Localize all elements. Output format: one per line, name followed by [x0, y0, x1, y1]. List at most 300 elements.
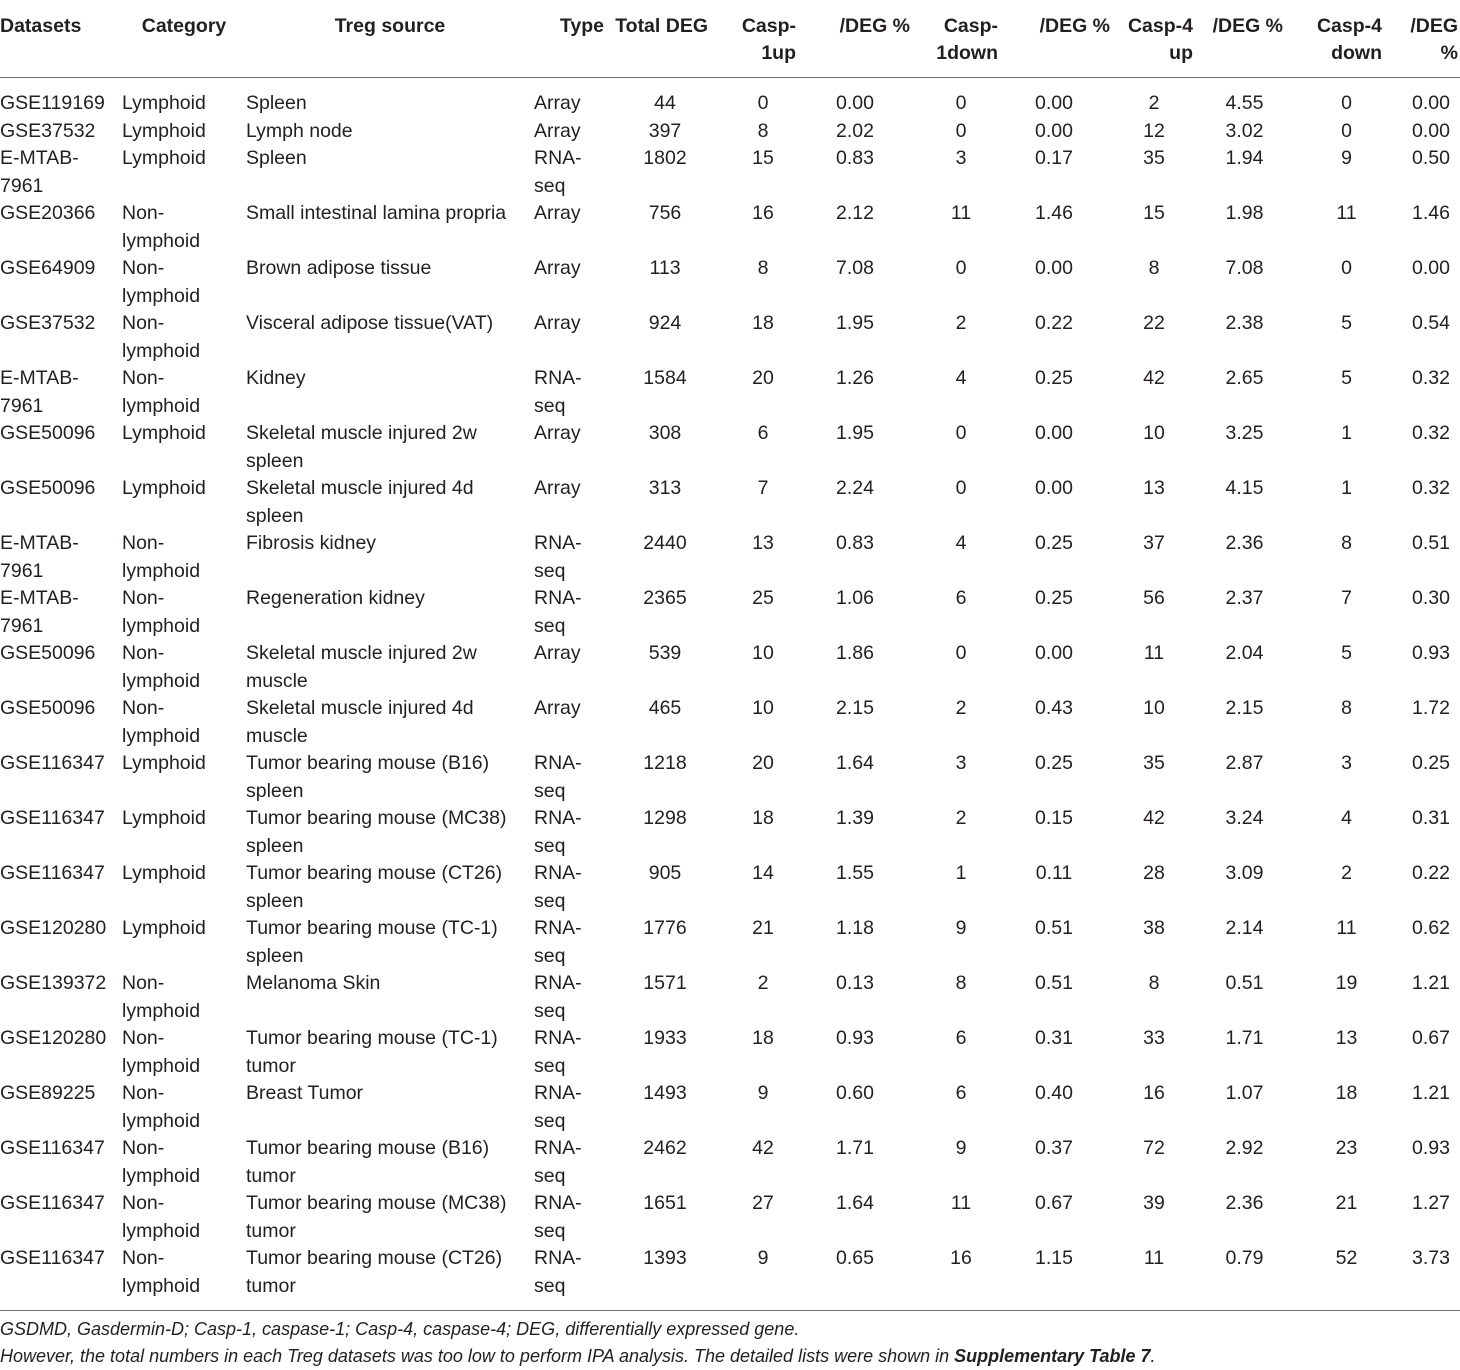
cell-type: RNA- seq — [534, 1247, 582, 1297]
cell-type: RNA- seq — [534, 1192, 582, 1242]
cell-casp1-up: 25 — [752, 587, 774, 609]
cell-casp4-down: 18 — [1335, 1082, 1358, 1104]
cell-type: Array — [534, 92, 581, 114]
cell-treg-source: Regeneration kidney — [246, 587, 425, 609]
cell-type: Array — [534, 257, 581, 279]
cell-total-deg: 1298 — [643, 807, 687, 829]
cell-treg-source: Tumor bearing mouse (MC38) spleen — [246, 807, 507, 857]
cell-casp1-up: 21 — [752, 917, 774, 939]
cell-casp4-up-pct: 3.09 — [1225, 862, 1264, 884]
table-row — [0, 310, 1460, 365]
cell-type: RNA- seq — [534, 367, 582, 417]
cell-casp4-up-pct: 1.07 — [1225, 1082, 1264, 1104]
table-row — [0, 640, 1460, 695]
table-row — [0, 1245, 1460, 1311]
cell-casp4-down: 5 — [1341, 367, 1352, 389]
cell-casp4-up: 28 — [1143, 862, 1165, 884]
cell-casp4-down-pct: 0.00 — [1412, 92, 1450, 114]
cell-dataset: GSE116347 — [0, 807, 105, 829]
table-row — [0, 530, 1460, 585]
cell-treg-source: Visceral adipose tissue(VAT) — [246, 312, 494, 334]
cell-casp1-down: 4 — [955, 367, 967, 389]
table-row — [0, 1080, 1460, 1135]
cell-type: RNA- seq — [534, 532, 582, 582]
cell-casp4-down-pct: 0.67 — [1412, 1027, 1450, 1049]
table-row — [0, 475, 1460, 530]
cell-casp1-up-pct: 1.95 — [836, 422, 874, 444]
cell-casp1-up-pct: 0.60 — [836, 1082, 874, 1104]
cell-treg-source: Skeletal muscle injured 4d muscle — [246, 697, 474, 747]
cell-category: Lymphoid — [122, 917, 206, 939]
cell-casp1-down: 16 — [950, 1247, 972, 1269]
cell-type: RNA- seq — [534, 972, 582, 1022]
table-row — [0, 750, 1460, 805]
cell-casp4-up: 35 — [1143, 752, 1165, 774]
cell-dataset: GSE116347 — [0, 862, 105, 884]
cell-casp4-down-pct: 0.30 — [1412, 587, 1450, 609]
cell-casp1-down: 9 — [955, 1137, 967, 1159]
cell-casp4-down: 7 — [1341, 587, 1352, 609]
cell-total-deg: 1218 — [643, 752, 687, 774]
cell-category: Non- lymphoid — [122, 257, 201, 307]
cell-casp4-up-pct: 2.36 — [1225, 532, 1264, 554]
cell-casp1-up-pct: 1.18 — [836, 917, 874, 939]
cell-casp1-up: 20 — [752, 367, 774, 389]
cell-treg-source: Skeletal muscle injured 2w muscle — [246, 642, 477, 692]
cell-casp1-up-pct: 0.83 — [836, 147, 874, 169]
cell-type: RNA- seq — [534, 147, 582, 197]
cell-treg-source: Tumor bearing mouse (TC-1) spleen — [246, 917, 498, 967]
cell-casp4-down: 0 — [1341, 257, 1352, 279]
cell-casp4-up: 8 — [1148, 257, 1160, 279]
cell-casp1-up-pct: 1.26 — [836, 367, 874, 389]
cell-total-deg: 924 — [648, 312, 682, 334]
cell-casp4-up-pct: 4.55 — [1225, 92, 1264, 114]
cell-casp4-down: 11 — [1336, 917, 1357, 939]
cell-casp1-up-pct: 7.08 — [836, 257, 874, 279]
cell-casp1-up-pct: 1.86 — [836, 642, 874, 664]
cell-casp4-up: 39 — [1143, 1192, 1165, 1214]
cell-category: Non- lymphoid — [122, 202, 201, 252]
cell-total-deg: 1393 — [643, 1247, 687, 1269]
cell-dataset: GSE50096 — [0, 422, 96, 444]
cell-casp4-down: 0 — [1341, 119, 1352, 142]
cell-casp1-up: 2 — [757, 972, 769, 994]
cell-casp4-up-pct: 2.92 — [1225, 1137, 1264, 1159]
cell-category: Lymphoid — [122, 477, 206, 499]
cell-category: Lymphoid — [122, 147, 206, 169]
cell-casp4-down: 2 — [1341, 862, 1352, 884]
cell-total-deg: 308 — [648, 422, 682, 444]
cell-category: Non- lymphoid — [122, 1027, 201, 1077]
table-row — [0, 860, 1460, 915]
cell-casp1-down: 3 — [955, 752, 967, 774]
cell-casp4-down-pct: 0.32 — [1412, 367, 1450, 389]
cell-total-deg: 465 — [648, 697, 682, 719]
cell-casp1-up-pct: 1.71 — [836, 1137, 874, 1159]
cell-casp4-up: 56 — [1143, 587, 1165, 609]
cell-casp1-down: 6 — [955, 1082, 967, 1104]
cell-casp4-up: 10 — [1143, 422, 1165, 444]
cell-casp1-down-pct: 0.25 — [1035, 367, 1073, 389]
cell-casp1-up-pct: 1.39 — [836, 807, 874, 829]
cell-casp4-down: 52 — [1335, 1247, 1358, 1269]
table-body — [0, 78, 1460, 1311]
cell-casp1-up-pct: 0.13 — [836, 972, 874, 994]
cell-treg-source: Kidney — [246, 367, 306, 389]
cell-casp4-up-pct: 3.25 — [1225, 422, 1264, 444]
cell-casp1-down-pct: 0.17 — [1035, 147, 1073, 169]
cell-total-deg: 397 — [648, 119, 682, 142]
cell-total-deg: 2440 — [643, 532, 687, 554]
cell-casp1-up-pct: 2.24 — [836, 477, 874, 499]
cell-casp4-down: 11 — [1336, 202, 1357, 224]
cell-total-deg: 313 — [648, 477, 682, 499]
cell-casp4-down-pct: 1.27 — [1412, 1192, 1450, 1214]
cell-casp4-up: 33 — [1143, 1027, 1165, 1049]
cell-casp1-down: 8 — [955, 972, 967, 994]
cell-casp4-up: 11 — [1143, 642, 1165, 664]
cell-dataset: E-MTAB- 7961 — [0, 147, 79, 197]
cell-casp1-up: 13 — [752, 532, 774, 554]
cell-casp1-up-pct: 1.64 — [836, 752, 874, 774]
cell-casp4-up-pct: 0.79 — [1225, 1247, 1264, 1269]
cell-casp4-up-pct: 2.65 — [1225, 367, 1264, 389]
header-datasets: Datasets — [0, 15, 82, 37]
cell-casp4-up: 35 — [1143, 147, 1165, 169]
table-row — [0, 200, 1460, 255]
cell-type: RNA- seq — [534, 587, 582, 637]
cell-type: Array — [534, 202, 581, 224]
cell-category: Lymphoid — [122, 422, 206, 444]
cell-casp1-up: 14 — [752, 862, 774, 884]
cell-dataset: E-MTAB- 7961 — [0, 532, 79, 582]
cell-treg-source: Fibrosis kidney — [246, 532, 377, 554]
cell-casp1-down-pct: 0.11 — [1035, 862, 1073, 884]
cell-casp4-down-pct: 3.73 — [1412, 1247, 1450, 1269]
cell-casp1-up-pct: 0.93 — [836, 1027, 874, 1049]
cell-casp4-down: 1 — [1341, 477, 1352, 499]
cell-category: Non- lymphoid — [122, 1137, 201, 1187]
cell-casp1-down-pct: 0.43 — [1035, 697, 1073, 719]
header-type: Type — [559, 15, 604, 37]
table-row — [0, 1135, 1460, 1190]
cell-casp1-up: 10 — [752, 697, 774, 719]
cell-casp1-up: 9 — [757, 1247, 769, 1269]
cell-dataset: GSE50096 — [0, 697, 96, 719]
cell-casp4-up: 15 — [1143, 202, 1165, 224]
cell-category: Lymphoid — [122, 119, 206, 142]
cell-category: Non- lymphoid — [122, 532, 201, 582]
cell-category: Lymphoid — [122, 92, 206, 114]
cell-type: Array — [534, 312, 581, 334]
header-casp1-down: Casp-1down — [936, 15, 998, 64]
cell-dataset: GSE116347 — [0, 1247, 105, 1269]
cell-total-deg: 1584 — [643, 367, 687, 389]
cell-type: Array — [534, 422, 581, 444]
header-casp4-down-pct: /DEG % — [1410, 15, 1458, 64]
cell-casp4-down-pct: 0.32 — [1412, 477, 1450, 499]
cell-casp4-up: 13 — [1143, 477, 1165, 499]
cell-casp4-up-pct: 2.14 — [1225, 917, 1264, 939]
ipa-note-end: . — [1150, 1346, 1156, 1366]
cell-category: Non- lymphoid — [122, 642, 201, 692]
cell-casp1-up: 18 — [752, 1027, 774, 1049]
cell-treg-source: Tumor bearing mouse (CT26) tumor — [246, 1247, 503, 1297]
table-row — [0, 145, 1460, 200]
supplementary-table-link: Supplementary Table 7 — [954, 1346, 1151, 1366]
cell-category: Non- lymphoid — [122, 312, 201, 362]
table-row — [0, 585, 1460, 640]
cell-casp1-down-pct: 0.25 — [1035, 532, 1073, 554]
cell-total-deg: 539 — [648, 642, 682, 664]
cell-casp4-up: 72 — [1143, 1137, 1165, 1159]
cell-casp1-up-pct: 2.02 — [836, 119, 874, 142]
header-row — [0, 0, 1460, 78]
cell-casp1-up: 15 — [752, 147, 774, 169]
cell-total-deg: 113 — [649, 257, 681, 279]
cell-treg-source: Skeletal muscle injured 2w spleen — [246, 422, 477, 472]
cell-treg-source: Tumor bearing mouse (B16) spleen — [246, 752, 490, 802]
cell-casp1-down-pct: 0.25 — [1035, 752, 1073, 774]
cell-casp4-down-pct: 1.21 — [1412, 972, 1450, 994]
cell-casp4-up-pct: 3.24 — [1225, 807, 1264, 829]
cell-dataset: GSE89225 — [0, 1082, 96, 1104]
cell-casp4-down-pct: 1.72 — [1412, 697, 1450, 719]
cell-treg-source: Tumor bearing mouse (MC38) tumor — [246, 1192, 507, 1242]
cell-dataset: GSE139372 — [0, 972, 107, 994]
cell-casp4-up: 42 — [1143, 807, 1165, 829]
cell-casp1-down: 0 — [955, 92, 967, 114]
header-treg-source: Treg source — [334, 15, 446, 37]
cell-casp1-up: 7 — [757, 477, 769, 499]
abbreviations-note: GSDMD, Gasdermin-D; Casp-1, caspase-1; Casp-4, caspase-4; DEG, differentially expressed gene. — [0, 1319, 800, 1339]
cell-dataset: GSE50096 — [0, 642, 96, 664]
cell-casp1-down: 0 — [955, 642, 967, 664]
cell-casp1-down: 6 — [955, 587, 967, 609]
cell-casp1-up-pct: 0.65 — [836, 1247, 874, 1269]
cell-casp1-up: 18 — [752, 312, 774, 334]
cell-casp1-down: 9 — [955, 917, 967, 939]
cell-casp1-up-pct: 1.06 — [836, 587, 874, 609]
cell-category: Non- lymphoid — [122, 1247, 201, 1297]
cell-casp1-down-pct: 0.25 — [1035, 587, 1073, 609]
cell-casp1-down-pct: 1.46 — [1035, 202, 1073, 224]
cell-casp4-down: 1 — [1341, 422, 1352, 444]
cell-casp1-down-pct: 0.40 — [1035, 1082, 1073, 1104]
header-casp1-down-pct: /DEG % — [1039, 15, 1110, 37]
cell-casp4-down-pct: 0.93 — [1412, 642, 1450, 664]
cell-casp1-down-pct: 0.00 — [1035, 92, 1073, 114]
cell-category: Non- lymphoid — [122, 587, 201, 637]
cell-treg-source: Lymph node — [246, 119, 353, 142]
cell-casp4-down: 5 — [1341, 312, 1352, 334]
cell-casp1-down: 2 — [955, 807, 967, 829]
cell-casp4-up-pct: 7.08 — [1225, 257, 1264, 279]
cell-dataset: GSE120280 — [0, 1027, 107, 1049]
cell-casp4-down-pct: 0.54 — [1412, 312, 1450, 334]
cell-casp4-up-pct: 1.94 — [1225, 147, 1264, 169]
cell-type: Array — [534, 477, 581, 499]
header-casp1-up: Casp-1up — [741, 15, 796, 64]
cell-treg-source: Melanoma Skin — [246, 972, 381, 994]
cell-type: RNA- seq — [534, 917, 582, 967]
cell-casp1-down: 3 — [955, 147, 967, 169]
ipa-note-text: However, the total numbers in each Treg datasets was too low to perform IPA analysis. The detailed lists were shown in — [0, 1346, 955, 1366]
header-total-deg: Total DEG — [615, 15, 708, 37]
cell-dataset: GSE119169 — [0, 92, 105, 114]
table-footnotes — [0, 1316, 1460, 1370]
cell-casp4-up-pct: 0.51 — [1225, 972, 1264, 994]
cell-category: Lymphoid — [122, 807, 206, 829]
cell-casp4-up-pct: 2.37 — [1225, 587, 1264, 609]
cell-casp1-up: 0 — [757, 92, 769, 114]
cell-category: Non- lymphoid — [122, 697, 201, 747]
cell-treg-source: Spleen — [246, 147, 307, 169]
cell-treg-source: Tumor bearing mouse (CT26) spleen — [246, 862, 503, 912]
cell-treg-source: Brown adipose tissue — [246, 257, 432, 279]
table-row — [0, 255, 1460, 310]
table-row — [0, 420, 1460, 475]
cell-casp1-up: 27 — [752, 1192, 774, 1214]
cell-casp1-down: 0 — [955, 477, 967, 499]
cell-category: Non- lymphoid — [122, 1192, 201, 1242]
cell-type: RNA- seq — [534, 1137, 582, 1187]
cell-casp4-down-pct: 0.50 — [1412, 147, 1450, 169]
cell-casp1-up-pct: 1.55 — [836, 862, 874, 884]
cell-casp4-down: 19 — [1335, 972, 1358, 994]
cell-casp1-down-pct: 0.00 — [1035, 642, 1073, 664]
cell-casp1-up: 18 — [752, 807, 774, 829]
cell-total-deg: 2462 — [643, 1137, 687, 1159]
table-row — [0, 805, 1460, 860]
cell-total-deg: 2365 — [643, 587, 687, 609]
cell-casp4-down: 4 — [1341, 807, 1352, 829]
cell-type: RNA- seq — [534, 862, 582, 912]
cell-casp1-down-pct: 0.37 — [1035, 1137, 1073, 1159]
cell-dataset: GSE20366 — [0, 202, 96, 224]
cell-casp1-up: 6 — [757, 422, 769, 444]
cell-dataset: GSE37532 — [0, 312, 96, 334]
cell-dataset: E-MTAB- 7961 — [0, 367, 79, 417]
cell-casp4-down: 21 — [1335, 1192, 1358, 1214]
cell-casp1-up: 8 — [757, 257, 769, 279]
cell-casp1-up-pct: 1.95 — [836, 312, 874, 334]
cell-casp1-down: 0 — [955, 119, 967, 142]
cell-casp1-down: 11 — [950, 1192, 972, 1214]
cell-casp1-up: 16 — [752, 202, 774, 224]
cell-casp4-up-pct: 3.02 — [1225, 119, 1264, 142]
cell-casp1-down-pct: 0.00 — [1035, 119, 1073, 142]
cell-total-deg: 1802 — [643, 147, 687, 169]
cell-dataset: GSE37532 — [0, 119, 96, 142]
cell-casp4-up: 12 — [1143, 119, 1165, 142]
table-row — [0, 915, 1460, 970]
cell-casp4-down: 23 — [1335, 1137, 1358, 1159]
cell-casp4-up: 2 — [1148, 92, 1160, 114]
cell-type: Array — [534, 119, 581, 142]
cell-casp4-up: 38 — [1143, 917, 1165, 939]
cell-treg-source: Breast Tumor — [246, 1082, 364, 1104]
header-casp4-down: Casp-4 down — [1316, 15, 1382, 64]
cell-casp4-up: 10 — [1143, 697, 1165, 719]
cell-casp4-up-pct: 2.87 — [1225, 752, 1264, 774]
cell-casp4-up: 11 — [1143, 1247, 1165, 1269]
cell-casp4-up-pct: 1.71 — [1225, 1027, 1264, 1049]
header-casp4-up-pct: /DEG % — [1212, 15, 1283, 37]
cell-casp4-down-pct: 0.32 — [1412, 422, 1450, 444]
cell-casp4-up: 8 — [1148, 972, 1160, 994]
cell-total-deg: 756 — [648, 202, 682, 224]
cell-casp4-down: 0 — [1341, 92, 1352, 114]
cell-casp4-down-pct: 0.00 — [1412, 257, 1450, 279]
cell-casp1-up: 9 — [757, 1082, 769, 1104]
cell-total-deg: 1776 — [643, 917, 687, 939]
cell-dataset: E-MTAB- 7961 — [0, 587, 79, 637]
cell-total-deg: 1571 — [643, 972, 687, 994]
cell-casp4-down-pct: 1.21 — [1412, 1082, 1450, 1104]
cell-casp1-down-pct: 1.15 — [1035, 1247, 1073, 1269]
cell-casp4-up-pct: 2.15 — [1225, 697, 1264, 719]
cell-casp4-up-pct: 1.98 — [1225, 202, 1264, 224]
cell-casp1-up-pct: 0.00 — [836, 92, 874, 114]
cell-treg-source: Skeletal muscle injured 4d spleen — [246, 477, 474, 527]
header-category: Category — [141, 15, 227, 37]
cell-category: Lymphoid — [122, 752, 206, 774]
cell-casp4-down: 9 — [1341, 147, 1352, 169]
cell-treg-source: Tumor bearing mouse (B16) tumor — [246, 1137, 490, 1187]
cell-casp4-up: 22 — [1143, 312, 1165, 334]
cell-casp1-down: 1 — [955, 862, 967, 884]
cell-casp4-up-pct: 4.15 — [1225, 477, 1264, 499]
cell-dataset: GSE50096 — [0, 477, 96, 499]
cell-treg-source: Tumor bearing mouse (TC-1) tumor — [246, 1027, 498, 1077]
cell-dataset: GSE116347 — [0, 1137, 105, 1159]
cell-category: Non- lymphoid — [122, 972, 201, 1022]
cell-casp1-down-pct: 0.00 — [1035, 257, 1073, 279]
cell-category: Non- lymphoid — [122, 1082, 201, 1132]
cell-casp1-up-pct: 0.83 — [836, 532, 874, 554]
cell-casp1-down-pct: 0.31 — [1035, 1027, 1073, 1049]
cell-type: RNA- seq — [534, 1082, 582, 1132]
cell-casp1-down: 2 — [955, 697, 967, 719]
cell-category: Lymphoid — [122, 862, 206, 884]
table-row — [0, 695, 1460, 750]
cell-casp1-up: 20 — [752, 752, 774, 774]
cell-casp1-down-pct: 0.15 — [1035, 807, 1073, 829]
cell-casp4-up-pct: 2.38 — [1225, 312, 1264, 334]
cell-casp4-up: 16 — [1143, 1082, 1165, 1104]
cell-casp4-up-pct: 2.36 — [1225, 1192, 1264, 1214]
cell-casp1-up-pct: 2.12 — [836, 202, 874, 224]
table-row — [0, 118, 1460, 146]
cell-casp1-down: 4 — [955, 532, 967, 554]
cell-type: RNA- seq — [534, 752, 582, 802]
cell-type: RNA- seq — [534, 807, 582, 857]
cell-casp1-up: 42 — [752, 1137, 774, 1159]
cell-casp4-down-pct: 1.46 — [1412, 202, 1450, 224]
cell-casp1-down: 11 — [950, 202, 972, 224]
cell-casp1-down: 6 — [955, 1027, 967, 1049]
cell-type: Array — [534, 697, 581, 719]
cell-casp4-down-pct: 0.25 — [1412, 752, 1450, 774]
cell-casp4-down: 8 — [1341, 697, 1352, 719]
cell-casp4-down-pct: 0.00 — [1412, 119, 1450, 142]
cell-type: RNA- seq — [534, 1027, 582, 1077]
cell-casp1-down: 0 — [955, 422, 967, 444]
cell-casp4-down-pct: 0.31 — [1412, 807, 1450, 829]
cell-casp4-up: 37 — [1143, 532, 1165, 554]
